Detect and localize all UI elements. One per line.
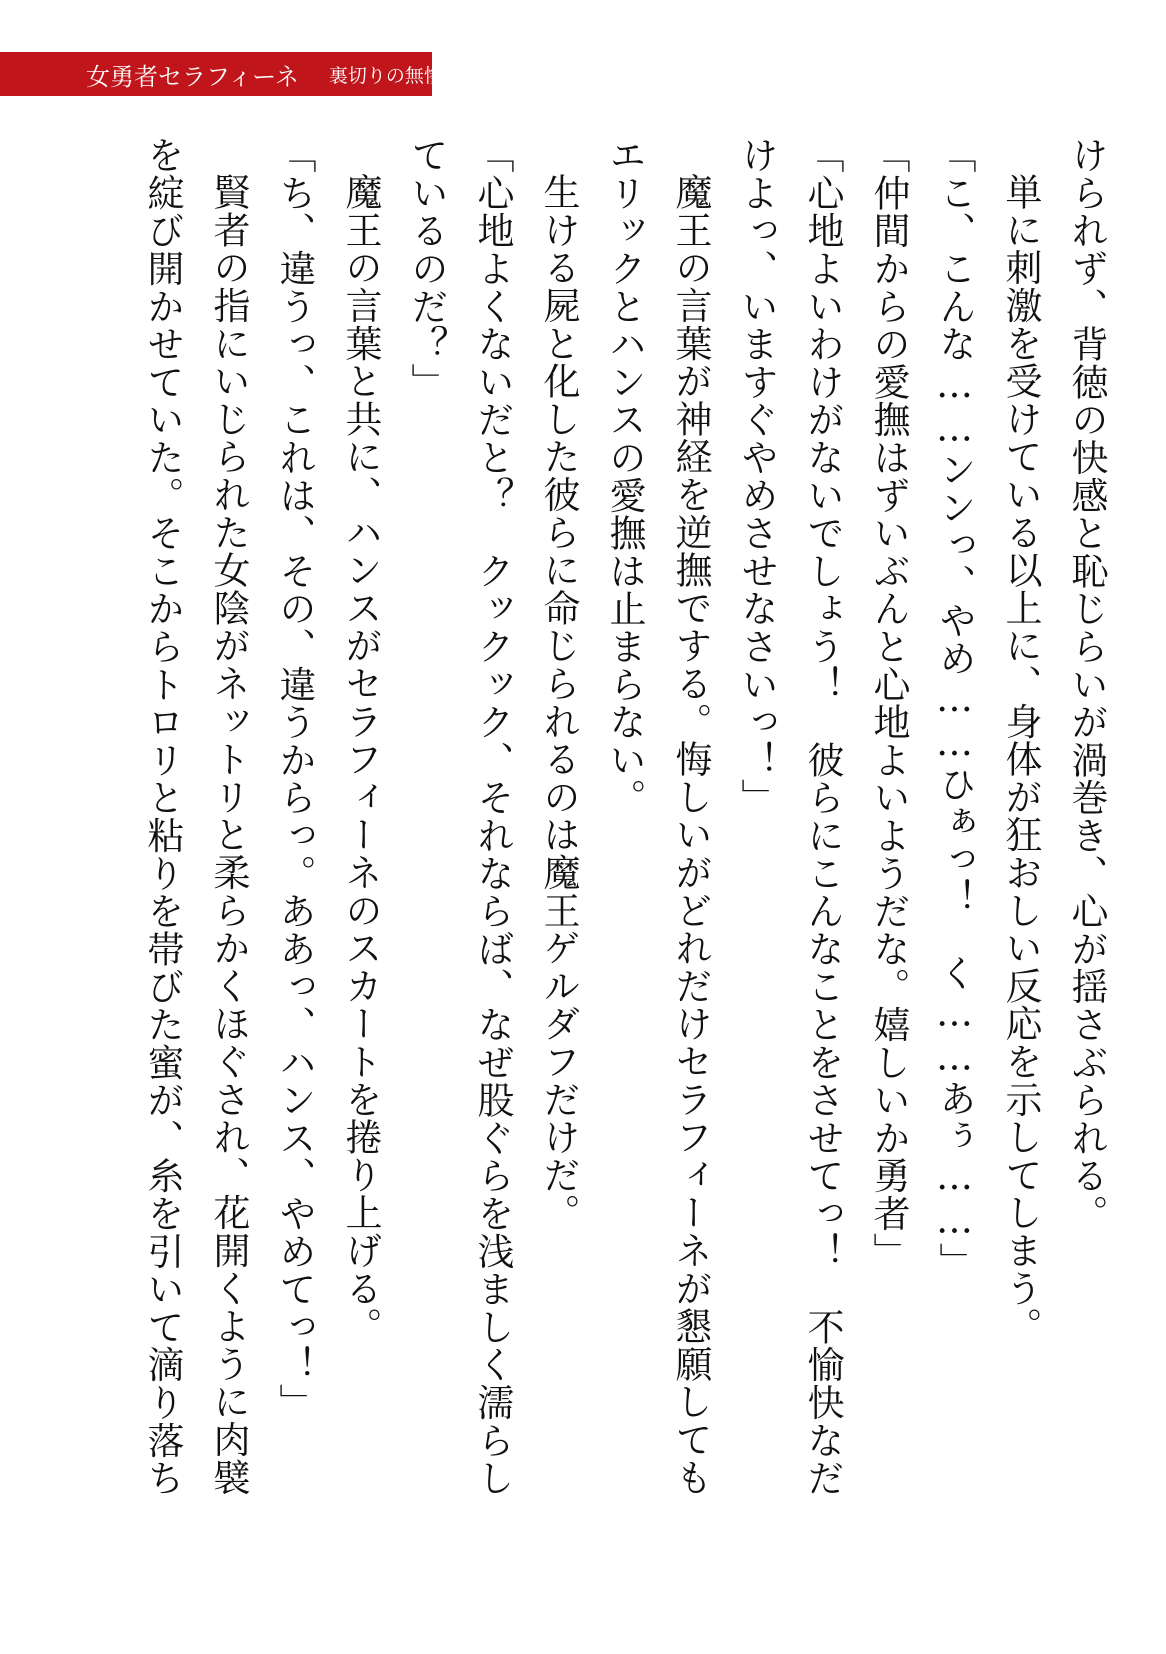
- text-line: 魔王の言葉と共に、ハンスがセラフィーネのスカートを捲り上げる。: [339, 173, 382, 1345]
- text-line: を綻び開かせていた。そこからトロリと粘りを帯びた蜜が、糸を引いて滴り落ち: [141, 136, 184, 1497]
- text-line: 「心地よくないだと？ クックック、それならば、なぜ股ぐらを浅ましく濡らし: [471, 136, 514, 1497]
- running-header: [0, 52, 462, 96]
- text-line: 「心地よいわけがないでしょう！ 彼らにこんなことをさせてっ！ 不愉快なだ: [801, 136, 844, 1497]
- text-line: 魔王の言葉が神経を逆撫でする。悔しいがどれだけセラフィーネが懇願しても: [669, 173, 712, 1496]
- text-line: ているのだ？」: [405, 136, 448, 401]
- text-line: エリックとハンスの愛撫は止まらない。: [603, 136, 646, 817]
- text-line: けられず、背徳の快感と恥じらいが渦巻き、心が揺さぶられる。: [1065, 136, 1108, 1233]
- text-line: 「仲間からの愛撫はずいぶんと心地よいようだな。嬉しいか勇者」: [867, 136, 910, 1270]
- text-line: 賢者の指にいじられた女陰がネットリと柔らかくほぐされ、花開くように肉襞: [207, 173, 250, 1496]
- text-line: 「こ、こんな……ンンっ、やめ……ひぁっ！ く……あぅ……」: [933, 136, 976, 1281]
- text-line: 「ち、違うっ、これは、その、違うからっ。ああっ、ハンス、やめてっ！」: [273, 136, 316, 1422]
- text-line: けよっ、いますぐやめさせなさいっ！」: [735, 136, 778, 817]
- text-line: 単に刺激を受けている以上に、身体が狂おしい反応を示してしまう。: [999, 173, 1042, 1345]
- text-line: 生ける屍と化した彼らに命じられるのは魔王ゲルダフだけだ。: [537, 173, 580, 1232]
- vertical-text-body: [132, 136, 1116, 1606]
- book-title: 女勇者セラフィーネ: [86, 62, 299, 91]
- book-subtitle: 裏切りの無惨劇: [328, 64, 462, 87]
